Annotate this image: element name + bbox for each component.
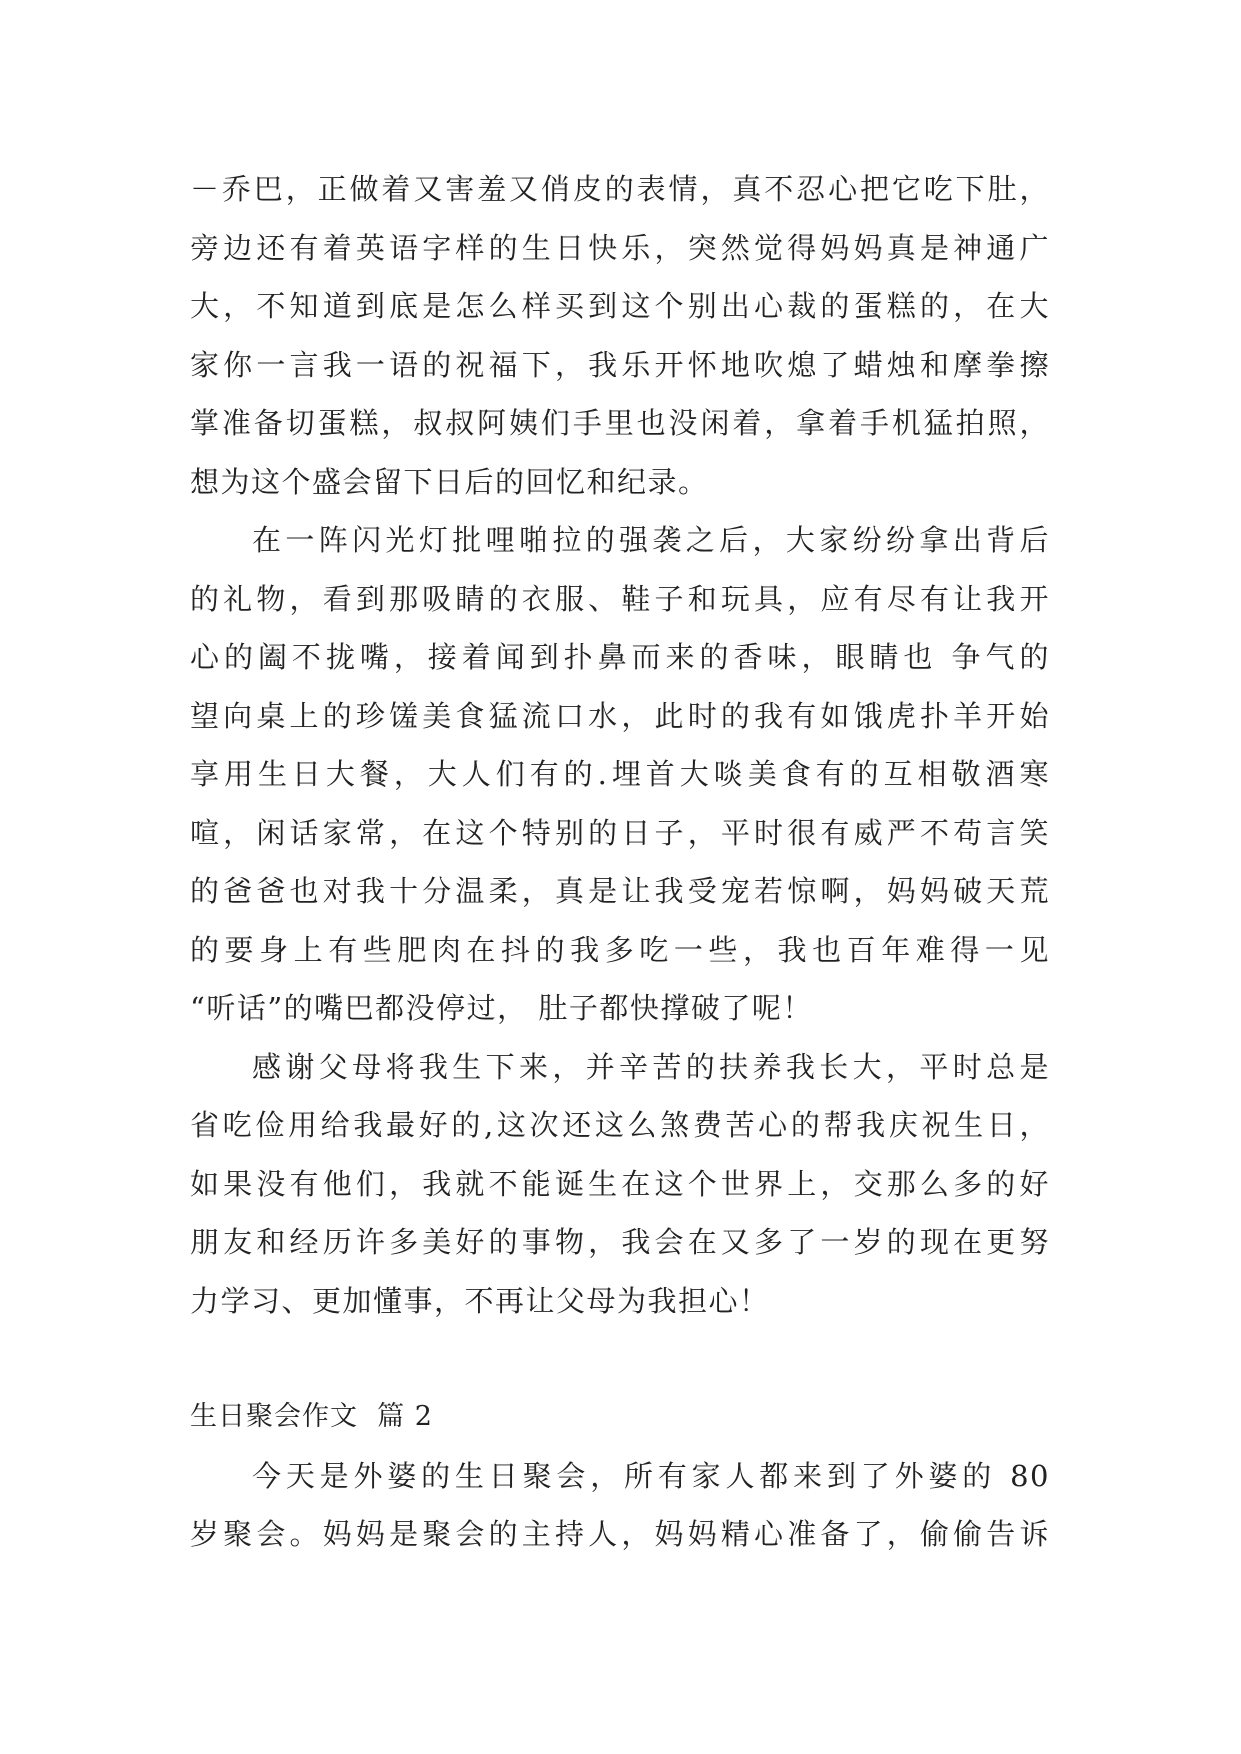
text-line: “听话”的嘴巴都没停过， 肚子都快撑破了呢！ (190, 991, 813, 1025)
text-line: 朋友和经历许多美好的事物，我会在又多了一岁的现在更努 (190, 1225, 1050, 1259)
text-line: 的爸爸也对我十分温柔，真是让我受宠若惊啊，妈妈破天荒 (190, 874, 1050, 908)
spacer (190, 1330, 1050, 1388)
text-line: 今天是外婆的生日聚会，所有家人都来到了外婆的 80 (252, 1458, 1050, 1493)
paragraph-1 (190, 160, 1050, 511)
text-line: 力学习、更加懂事，不再让父母为我担心！ (190, 1283, 770, 1318)
text-line: 的要身上有些肥肉在抖的我多吃一些，我也百年难得一见 (190, 932, 1050, 967)
text-line: 如果没有他们，我就不能诞生在这个世界上，交那么多的好 (190, 1166, 1050, 1201)
text-line: －乔巴，正做着又害羞又俏皮的表情，真不忍心把它吃下肚， (190, 172, 1050, 206)
text-line: 的礼物，看到那吸睛的衣服、鞋子和玩具，应有尽有让我开 (190, 581, 1050, 616)
paragraph-3 (190, 1038, 1050, 1331)
section-heading: 生日聚会作文 篇 2 (190, 1401, 433, 1432)
text-line: 掌准备切蛋糕，叔叔阿姨们手里也没闲着，拿着手机猛拍照， (190, 406, 1050, 440)
text-line: 想为这个盛会留下日后的回忆和纪录。 (190, 464, 709, 499)
text-line: 家你一言我一语的祝福下，我乐开怀地吹熄了蜡烛和摩拳擦 (190, 347, 1050, 382)
text-line: 在一阵闪光灯批哩啪拉的强袭之后，大家纷纷拿出背后 (252, 523, 1050, 557)
text-line: 旁边还有着英语字样的生日快乐，突然觉得妈妈真是神通广 (190, 230, 1050, 265)
text-line: 享用生日大餐，大人们有的.埋首大啖美食有的互相敬酒寒 (190, 757, 1050, 791)
text-line: 望向桌上的珍馐美食猛流口水，此时的我有如饿虎扑羊开始 (190, 698, 1050, 733)
paragraph-2 (190, 511, 1050, 1038)
text-line: 喧，闲话家常，在这个特别的日子，平时很有威严不苟言笑 (190, 815, 1050, 850)
document-page (190, 160, 1050, 1564)
text-line: 心的阖不拢嘴，接着闻到扑鼻而来的香味，眼睛也 争气的 (190, 640, 1050, 674)
text-line: 感谢父母将我生下来，并辛苦的扶养我长大，平时总是 (252, 1049, 1050, 1084)
text-line: 省吃俭用给我最好的,这次还这么煞费苦心的帮我庆祝生日， (190, 1108, 1050, 1142)
text-line: 岁聚会。妈妈是聚会的主持人，妈妈精心准备了，偷偷告诉 (190, 1517, 1050, 1551)
paragraph-4 (190, 1447, 1050, 1564)
text-line: 大，不知道到底是怎么样买到这个别出心裁的蛋糕的，在大 (190, 289, 1050, 323)
